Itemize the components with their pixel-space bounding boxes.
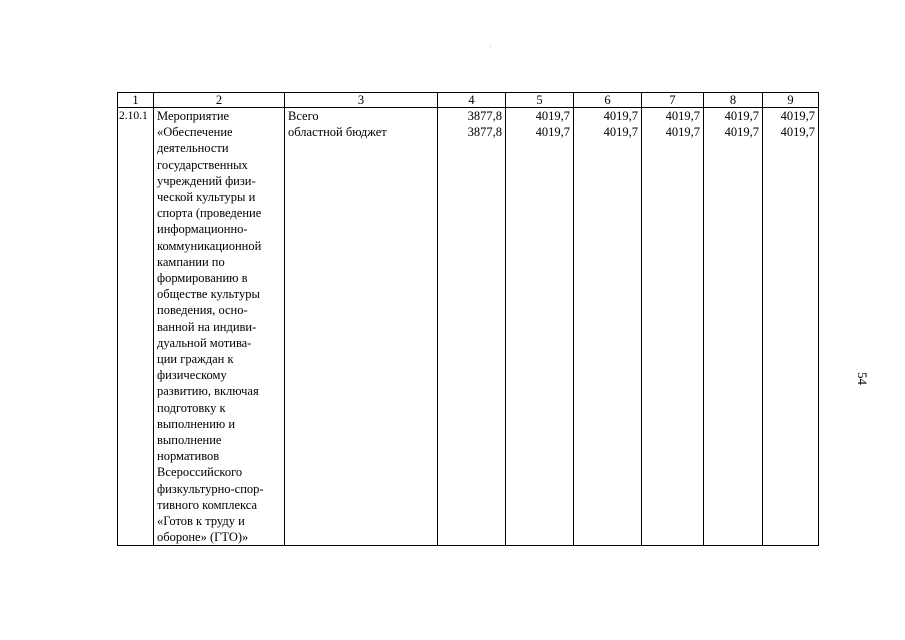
description-line: «Готов к труду и	[157, 514, 245, 529]
description-line: выполнению и	[157, 416, 236, 431]
description-line: Всероссийского	[157, 465, 243, 480]
description-line: поведения, осно-	[157, 303, 248, 318]
header-cell: 5	[506, 93, 574, 108]
header-cell: 7	[642, 93, 704, 108]
description-line: дуальной мотива-	[157, 335, 252, 350]
budget-table	[117, 92, 819, 546]
value-total: 4019,7	[603, 109, 638, 123]
value-regional: 4019,7	[780, 125, 815, 139]
row-description	[154, 108, 285, 546]
description-line: спорта (проведение	[157, 206, 262, 221]
description-line: информационно-	[157, 222, 248, 237]
description-line: нормативов	[157, 449, 220, 464]
page-number: 54	[855, 372, 870, 385]
row-code: 2.10.1	[118, 108, 154, 546]
header-cell: 4	[438, 93, 506, 108]
description-line: физическому	[157, 368, 227, 383]
value-regional: 3877,8	[467, 125, 502, 139]
value-col-5	[506, 108, 574, 546]
value-col-9	[763, 108, 819, 546]
header-row	[118, 93, 819, 108]
value-col-4	[438, 108, 506, 546]
scan-dot	[490, 46, 491, 47]
value-total: 3877,8	[467, 109, 502, 123]
value-total: 4019,7	[535, 109, 570, 123]
header-cell: 8	[704, 93, 763, 108]
description-line: подготовку к	[157, 400, 226, 415]
description-line: ции граждан к	[157, 352, 234, 367]
description-line: обороне» (ГТО)»	[157, 530, 249, 545]
source-label-regional: областной бюджет	[288, 125, 387, 139]
value-regional: 4019,7	[665, 125, 700, 139]
value-regional: 4019,7	[603, 125, 638, 139]
description-line: ванной на индиви-	[157, 319, 257, 334]
header-cell: 3	[285, 93, 438, 108]
value-regional: 4019,7	[724, 125, 759, 139]
description-line: Мероприятие	[157, 109, 230, 123]
description-line: формированию в	[157, 271, 248, 286]
description-line: коммуникационной	[157, 238, 262, 253]
description-line: обществе культуры	[157, 287, 260, 302]
value-regional: 4019,7	[535, 125, 570, 139]
funding-sources	[285, 108, 438, 546]
header-cell: 9	[763, 93, 819, 108]
header-cell: 2	[154, 93, 285, 108]
description-line: тивного комплекса	[157, 497, 258, 512]
description-line: деятельности	[157, 141, 229, 156]
value-col-6	[574, 108, 642, 546]
description-line: государственных	[157, 157, 248, 172]
header-cell: 6	[574, 93, 642, 108]
description-line: ческой культуры и	[157, 190, 256, 205]
description-line: кампании по	[157, 254, 225, 269]
description-line: физкультурно-спор-	[157, 481, 264, 496]
value-total: 4019,7	[665, 109, 700, 123]
value-col-7	[642, 108, 704, 546]
value-total: 4019,7	[780, 109, 815, 123]
description-line: развитию, включая	[157, 384, 259, 399]
source-label-total: Всего	[288, 109, 319, 123]
description-line: «Обеспечение	[157, 125, 233, 140]
value-col-8	[704, 108, 763, 546]
description-line: учреждений физи-	[157, 173, 256, 188]
value-total: 4019,7	[724, 109, 759, 123]
description-line: выполнение	[157, 433, 222, 448]
header-cell: 1	[118, 93, 154, 108]
table-row	[118, 108, 819, 546]
